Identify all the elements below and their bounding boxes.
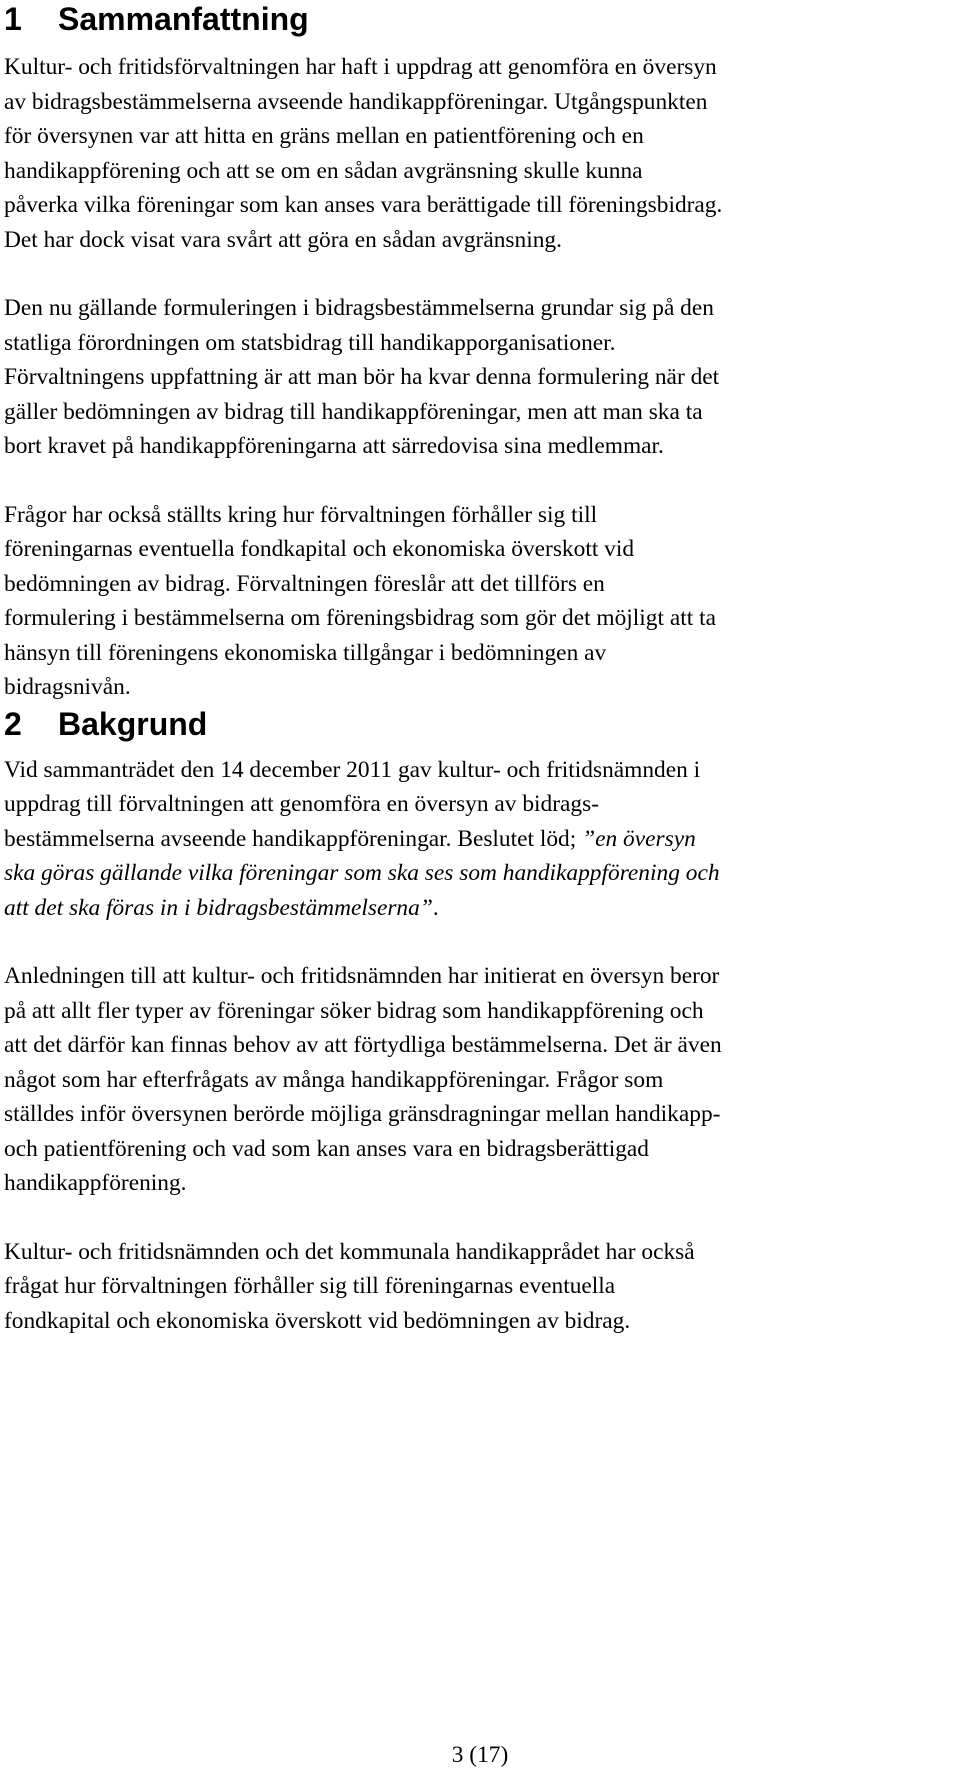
- text-line: handikappförening och att se om en sådan avgränsning skulle kunna: [4, 157, 643, 184]
- text-line: på att allt fler typer av föreningar söker bidrag som handikappförening och: [4, 997, 704, 1024]
- text-line: [4, 891, 954, 926]
- decision-quote: ”en översyn: [582, 825, 696, 852]
- text-line: påverka vilka föreningar som kan anses vara berättigade till föreningsbidrag.: [4, 192, 723, 218]
- text-line: och patientförening och vad som kan anses vara en bidragsberättigad: [4, 1135, 649, 1162]
- text-line: Det har dock visat vara svårt att göra en sådan avgränsning.: [4, 226, 562, 253]
- text-line: hänsyn till föreningens ekonomiska tillgångar i bedömningen av: [4, 639, 607, 666]
- text-line: formulering i bestämmelserna om föreningsbidrag som gör det möjligt att ta: [4, 605, 716, 631]
- text-segment: .: [432, 894, 439, 921]
- section-heading-sammanfattning: [4, 0, 954, 38]
- paragraph-background-1: [4, 753, 954, 926]
- text-line: frågat hur förvaltningen förhåller sig till föreningarnas eventuella: [4, 1273, 616, 1299]
- text-segment: bestämmelserna avseende handikappföreningar. Beslutet löd;: [4, 825, 583, 852]
- text-line: bedömningen av bidrag. Förvaltningen föreslår att det tillförs en: [4, 570, 605, 597]
- text-line: Kultur- och fritidsförvaltningen har haft i uppdrag att genomföra en översyn: [4, 54, 717, 80]
- text-line: statliga förordningen om statsbidrag till handikapporganisationer.: [4, 329, 616, 356]
- paragraph-summary-1: [4, 50, 954, 257]
- text-line: handikappförening.: [4, 1170, 187, 1196]
- text-line: uppdrag till förvaltningen att genomföra en översyn av bidrags-: [4, 791, 599, 817]
- text-line: för översynen var att hitta en gräns mellan en patientförening och en: [4, 123, 644, 149]
- paragraph-background-3: [4, 1235, 954, 1339]
- text-line: bidragsnivån.: [4, 674, 131, 700]
- paragraph-background-2: [4, 959, 954, 1201]
- text-line: av bidragsbestämmelserna avseende handikappföreningar. Utgångspunkten: [4, 88, 708, 115]
- text-line: något som har efterfrågats av många handikappföreningar. Frågor som: [4, 1066, 664, 1093]
- paragraph-summary-3: [4, 498, 954, 705]
- page-content: [4, 0, 954, 1338]
- text-line: ställdes inför översynen berörde möjliga gränsdragningar mellan handikapp-: [4, 1101, 721, 1127]
- section-number: 1: [4, 1, 22, 37]
- text-line: Vid sammanträdet den 14 december 2011 gav kultur- och fritidsnämnden i: [4, 756, 701, 783]
- text-line: fondkapital och ekonomiska överskott vid bedömningen av bidrag.: [4, 1307, 631, 1334]
- page-number: 3 (17): [451, 1742, 509, 1768]
- text-line: Förvaltningens uppfattning är att man bör ha kvar denna formulering när det: [4, 364, 720, 390]
- text-line: Kultur- och fritidsnämnden och det kommunala handikapprådet har också: [4, 1238, 695, 1265]
- section-title: Sammanfattning: [58, 1, 309, 37]
- decision-quote: att det ska föras in i bidragsbestämmelserna”: [4, 894, 433, 921]
- section-heading-bakgrund: [4, 705, 954, 743]
- section-number: 2: [4, 705, 22, 742]
- text-line: att det därför kan finnas behov av att förtydliga bestämmelserna. Det är även: [4, 1032, 722, 1058]
- text-line: gäller bedömningen av bidrag till handikappföreningar, men att man ska ta: [4, 398, 703, 425]
- decision-quote: ska göras gällande vilka föreningar som ska ses som handikappförening och: [4, 860, 720, 886]
- section-title: Bakgrund: [58, 705, 208, 742]
- text-line: Den nu gällande formuleringen i bidragsbestämmelserna grundar sig på den: [4, 295, 714, 321]
- text-line: Frågor har också ställts kring hur förvaltningen förhåller sig till: [4, 501, 598, 528]
- paragraph-summary-2: [4, 291, 954, 464]
- text-line: bort kravet på handikappföreningarna att särredovisa sina medlemmar.: [4, 433, 664, 459]
- text-line: [4, 822, 954, 857]
- text-line: Anledningen till att kultur- och fritidsnämnden har initierat en översyn beror: [4, 963, 720, 989]
- text-line: föreningarnas eventuella fondkapital och ekonomiska överskott vid: [4, 536, 635, 562]
